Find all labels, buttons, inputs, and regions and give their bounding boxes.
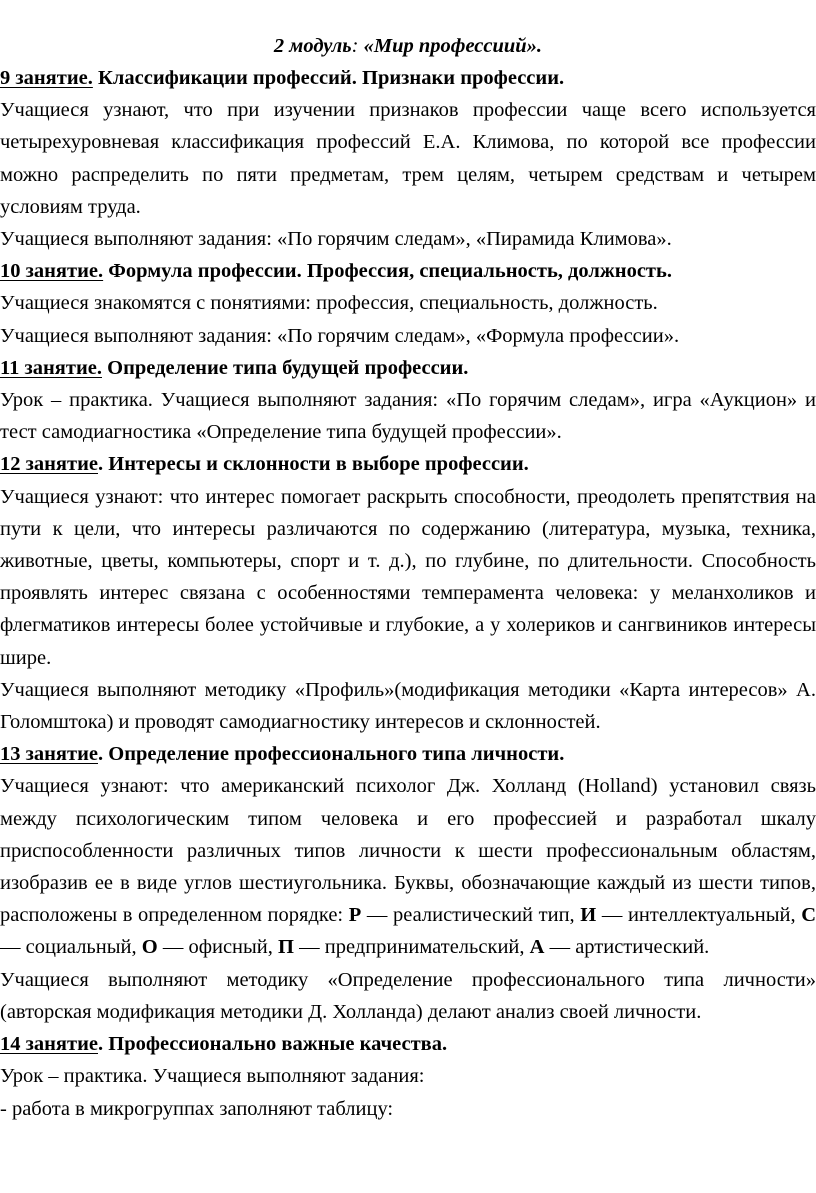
lesson-10	[0, 255, 816, 352]
lesson-number: 13 занятие	[0, 743, 98, 766]
module-title-separator: :	[351, 35, 359, 57]
lesson-11	[0, 352, 816, 449]
module-title	[0, 30, 816, 62]
lesson-title: Классификации профессий. Признаки профессии.	[92, 67, 565, 89]
lesson-9	[0, 62, 816, 255]
lesson-paragraph: Учащиеся выполняют методику «Определение профессионального типа личности» (авторская модификация методики Д. Холланда) делают анализ своей личности.	[0, 968, 816, 1023]
type-letter: А	[529, 936, 545, 959]
type-description: — офисный,	[157, 936, 279, 959]
lesson-paragraph: Урок – практика. Учащиеся выполняют задания: «По горячим следам», игра «Аукцион» и тест самодиагностика «Определение типа будущей профессии».	[0, 389, 816, 444]
lesson-heading	[0, 448, 816, 480]
lesson-heading	[0, 62, 816, 94]
lesson-14	[0, 1028, 816, 1125]
type-description: — предпринимательский,	[293, 936, 530, 959]
module-title-name: «Мир профессиий».	[358, 35, 543, 57]
lesson-paragraph: Учащиеся узнают, что при изучении признаков профессии чаще всего используется четырехуровневая классификация профессий Е.А. Климова, по которой все профессии можно распределить по пяти предметам, трем целям, четырем средствам и четырем условиям труда.	[0, 99, 816, 218]
lesson-paragraph: Учащиеся узнают: что интерес помогает раскрыть способности, преодолеть препятствия на пути к цели, что интересы различаются по содержанию (литература, музыка, техника, животные, цветы, компьютеры, спорт и т. д.), по глубине, по длительности. Способность проявлять интерес связана с особенностями темперамента человека: у меланхоликов и флегматиков интересы более устойчивые и глубокие, а у холериков и сангвиников интересы шире.	[0, 485, 816, 669]
type-description: — реалистический тип,	[361, 904, 581, 927]
lesson-title: . Определение профессионального типа личности.	[98, 743, 565, 766]
lesson-13	[0, 738, 816, 1028]
lesson-heading	[0, 255, 816, 287]
lesson-paragraph	[0, 770, 816, 963]
lesson-title: . Интересы и склонности в выборе профессии.	[98, 453, 529, 476]
holland-intro: Учащиеся узнают: что американский психолог Дж. Холланд (Holland) установил связь между психологическим типом человека и его профессией и разработал шкалу приспособленности различных типов личности к шести профессиональным областям, изобразив ее в виде углов шестиугольника. Буквы, обозначающие каждый из шести типов, расположены в определенном порядке:	[0, 775, 816, 927]
lesson-heading	[0, 352, 816, 384]
lesson-number: 12 занятие	[0, 453, 98, 476]
lesson-paragraph: Учащиеся знакомятся с понятиями: профессия, специальность, должность.	[0, 292, 658, 315]
lesson-number: 11 занятие.	[0, 356, 102, 379]
lesson-paragraph: Учащиеся выполняют методику «Профиль»(модификация методики «Карта интересов» А. Голомштока) и проводят самодиагностику интересов и склонностей.	[0, 678, 816, 734]
type-letter: П	[278, 936, 294, 959]
lesson-number: 9 занятие.	[0, 67, 93, 89]
lesson-title: Определение типа будущей профессии.	[102, 356, 469, 379]
lesson-12	[0, 448, 816, 738]
lesson-heading	[0, 1028, 816, 1060]
lesson-paragraph: Учащиеся выполняют задания: «По горячим следам», «Формула профессии».	[0, 324, 680, 347]
lesson-heading	[0, 738, 816, 770]
type-letter: С	[801, 904, 816, 927]
lesson-number: 10 занятие.	[0, 260, 104, 283]
module-title-prefix: 2 модуль	[273, 35, 352, 57]
type-description: — интеллектуальный,	[596, 904, 802, 927]
type-description: — социальный,	[0, 936, 142, 959]
lesson-title: Формула профессии. Профессия, специальность, должность.	[103, 260, 672, 283]
list-item: - работа в микрогруппах заполняют таблицу:	[0, 1097, 394, 1120]
lesson-paragraph: Учащиеся выполняют задания: «По горячим следам», «Пирамида Климова».	[0, 228, 672, 251]
document-page	[0, 30, 816, 1125]
type-letter: И	[580, 904, 597, 927]
type-letter: О	[141, 936, 158, 959]
lesson-title: . Профессионально важные качества.	[98, 1033, 448, 1056]
lesson-paragraph: Урок – практика. Учащиеся выполняют задания:	[0, 1065, 425, 1088]
type-letter: Р	[348, 904, 362, 927]
type-description: — артистический.	[544, 936, 710, 959]
lesson-number: 14 занятие	[0, 1033, 98, 1056]
